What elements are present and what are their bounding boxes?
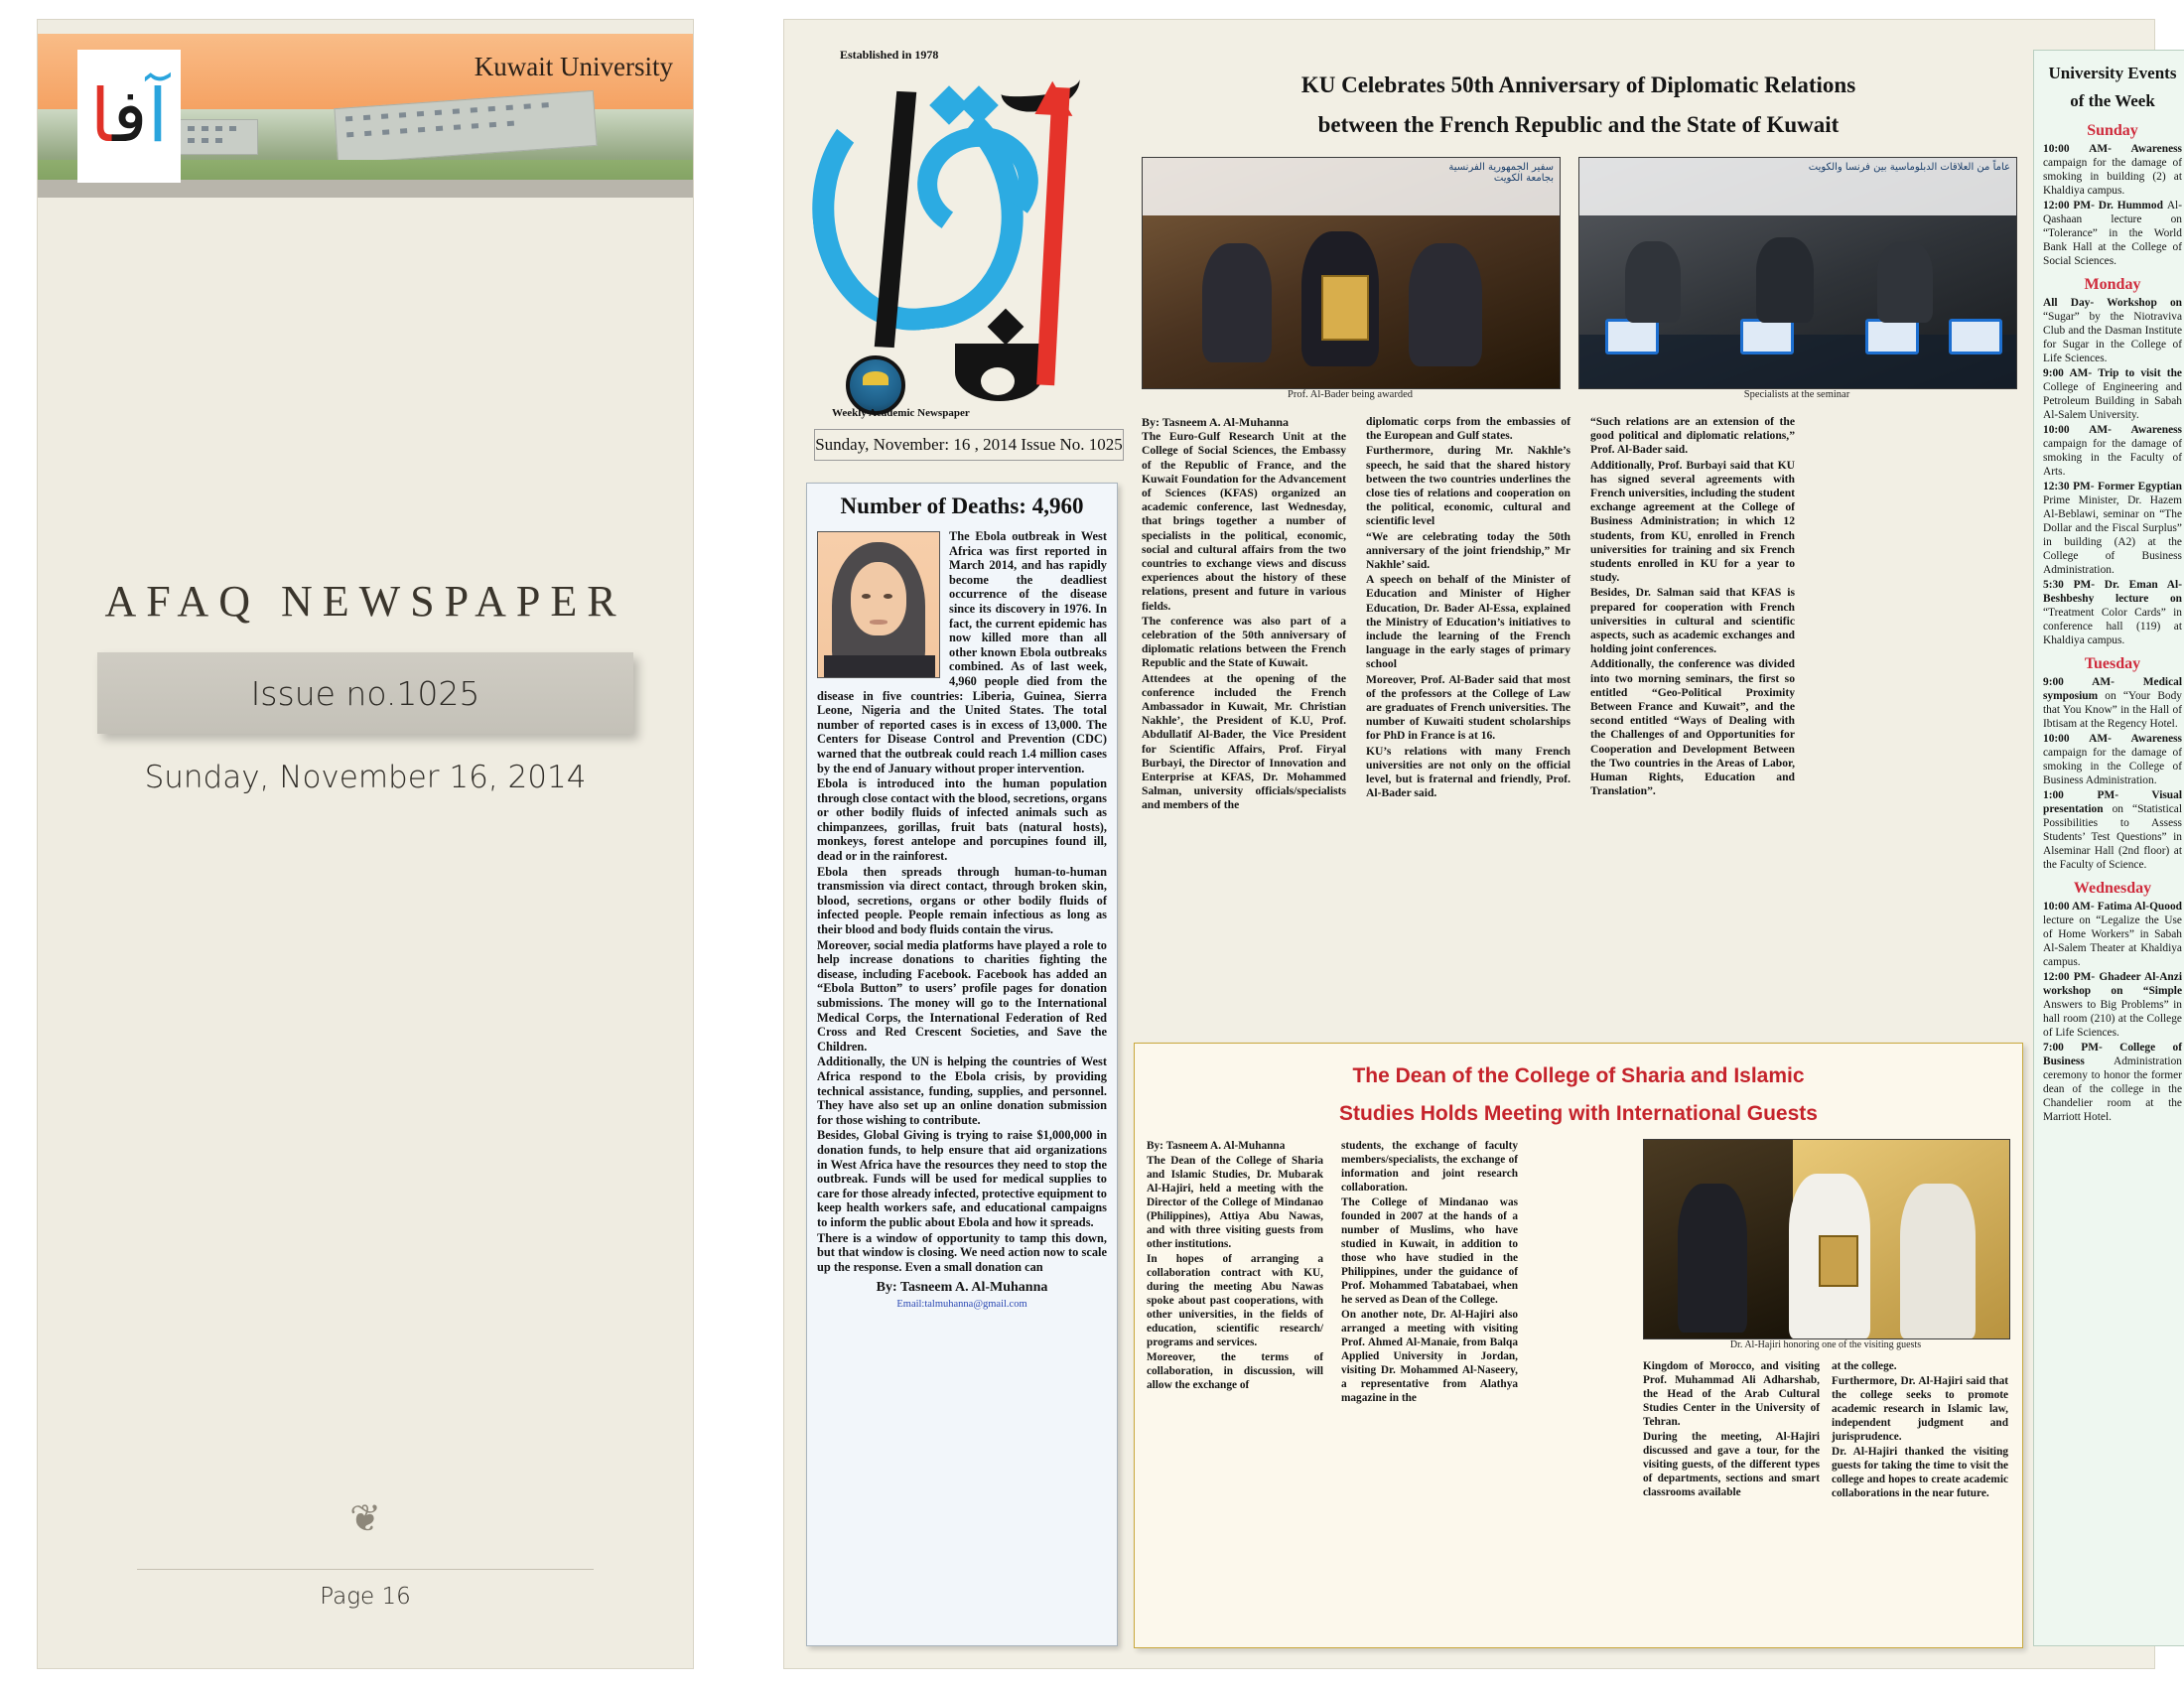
main-column-2 <box>1366 415 1570 801</box>
event-item-lead: 7:00 PM- College of Business <box>2043 1042 2182 1067</box>
portrait-shoulders <box>824 655 935 678</box>
sharia-paragraph: Kingdom of Morocco, and visiting Prof. Muhammad Ali Adharshab, the Head of the Arab Cultural Studies Center in the University of Tehran. <box>1643 1360 1820 1428</box>
event-item-lead: 5:30 PM- Dr. Eman Al-Beshbeshy lecture on <box>2043 579 2182 605</box>
main-headline-line-2: between the French Republic and the State of Kuwait <box>1317 112 1840 137</box>
main-paragraph: Additionally, the conference was divided into two morning seminars, the first so entitled “Geo-Political Proximity Between France and Kuwait”, and the second entitled “Ways of Dealing with the Challenges of and Opportunities for Cooperation and Development Between the Two countries in the Areas of Labor, Human Rights, Education and Translation”. <box>1590 657 1795 798</box>
event-item-detail: campaign for the damage of smoking in the Faculty of Arts. <box>2043 438 2182 478</box>
main-paragraph: Besides, Dr. Salman said that KFAS is prepared for cooperation with French universities in cultural and scientific aspects, such as academic exchanges and holding joint conferences. <box>1590 586 1795 656</box>
university-events-sidebar <box>2033 50 2184 1646</box>
ebola-author-email[interactable]: Email:talmuhanna@gmail.com <box>896 1298 1027 1310</box>
main-column-3 <box>1590 415 1795 799</box>
photo-laptop-two <box>1740 319 1794 354</box>
event-item-detail: Answers to Big Problems” in hall room (210) at the College of Life Sciences. <box>2043 999 2182 1039</box>
event-item <box>2043 1041 2182 1124</box>
issue-badge <box>97 652 633 734</box>
cover-banner-title: Kuwait University <box>474 52 673 81</box>
afaq-logo-mark <box>77 50 181 183</box>
event-item <box>2043 675 2182 731</box>
event-item-lead: 10:00 AM- Awareness <box>2043 143 2182 155</box>
photo-panelist-two <box>1756 237 1814 323</box>
portrait-eye-right <box>884 594 892 599</box>
afaq-red-arrow-icon <box>1036 87 1070 386</box>
main-paragraph: A speech on behalf of the Minister of Education and Minister of Higher Education, Dr. Bader Al-Essa, explained the Ministry of Education’s initiatives to include the learning of the French language in the early stages of primary school <box>1366 573 1570 671</box>
event-item <box>2043 788 2182 872</box>
event-item-detail: on “Statistical Possibilities to Assess Students’ Test Questions” in Alseminar Hall (2nd floor) at the Faculty of Science. <box>2043 803 2183 871</box>
sharia-paragraph: Moreover, the terms of collaboration, in discussion, will allow the exchange of <box>1147 1351 1323 1391</box>
event-item-detail: lecture on “Legalize the Use of Home Workers” in Sabah Al-Salem Theater at Khaldiya campus. <box>2043 914 2182 968</box>
newspaper-name: AFAQ NEWSPAPER <box>104 577 626 626</box>
sharia-paragraph: The College of Mindanao was founded in 2007 at the hands of a number of Muslims, who have studied in Kuwait, in addition to those who have studied in the Philippines, under the guidance of Prof. Mohammed Tabatabaei, when he served as Dean of the College. <box>1341 1196 1518 1306</box>
event-item-detail: Prime Minister, Dr. Hazem Al-Beblawi, seminar on “The Dollar and the Fiscal Surplus” in building (A2) at the College of Business Administration. <box>2043 494 2182 576</box>
event-item <box>2043 900 2182 969</box>
event-item-detail: College of Engineering and Petroleum Building in Sabah Al-Salem University. <box>2043 381 2182 421</box>
event-item <box>2043 423 2182 479</box>
ku-seal-icon <box>846 355 905 415</box>
masthead <box>806 34 1124 471</box>
cover-divider-rule <box>137 1569 594 1570</box>
photo-laptop-four <box>1949 319 2002 354</box>
event-item-lead: 10:00 AM- Awareness <box>2043 733 2182 745</box>
sharia-photo-caption: Dr. Al-Hajiri honoring one of the visiting guests <box>1729 1339 1922 1350</box>
ebola-paragraph: Moreover, social media platforms have played a role to help increase donations to charities fighting the disease, including Facebook. Facebook has added an “Ebola Button” to users’ profile pages for donation submissions. The money will go to the International Medical Corps, the International Federation of Red Cross and Red Crescent Societies, and Save the Children. <box>817 937 1107 1054</box>
page-number-label: Page 16 <box>320 1584 411 1610</box>
main-column-1 <box>1142 415 1346 814</box>
portrait-mouth <box>870 620 887 625</box>
sharia-column-2 <box>1341 1139 1518 1406</box>
events-title-line-1: University Events <box>2048 64 2177 82</box>
event-item-lead: All Day- Workshop on <box>2043 297 2182 309</box>
main-paragraph: Additionally, Prof. Burbayi said that KU has signed several agreements with French universities, including the student exchange agreement at the College of Business Administration; in which 12 students, from KU, enrolled in French universities for training and six French students enrolled in KU for a year to study. <box>1590 458 1795 585</box>
ebola-headline: Number of Deaths: 4,960 <box>840 493 1084 518</box>
issue-number-label: Issue no.1025 <box>250 673 480 713</box>
photo-award-ceremony <box>1142 157 1561 389</box>
afaq-black-fa <box>955 344 1044 401</box>
photo-person-right <box>1409 243 1482 366</box>
afaq-arabic-glyph: آفا <box>89 73 169 159</box>
main-byline: By: Tasneem A. Al-Muhanna <box>1142 415 1290 429</box>
photo-dean-honoring-guest <box>1643 1139 2010 1339</box>
event-item <box>2043 480 2182 577</box>
event-item-detail: campaign for the damage of smoking in building (2) at Khaldiya campus. <box>2043 157 2182 197</box>
afaq-black-dot <box>988 309 1024 346</box>
masthead-tagline: Weekly Academic Newspaper <box>832 407 970 419</box>
event-item-detail: “Sugar” by the Niotraviva Club and the Dasman Institute for Sugar in the College of Life Sciences. <box>2043 311 2182 364</box>
main-paragraph: The Euro-Gulf Research Unit at the College of Social Sciences, the Embassy of the Republic of France, and the Kuwait Foundation for the Advancement of Sciences (KFAS) organized an academic conference, last Wednesday, that brings together a number of specialists in the political, economic, social and cultural affairs from the two countries to exchange views and discuss experiences about the history of these relations, present and future in various fields. <box>1142 430 1346 613</box>
portrait-eye-left <box>862 594 871 599</box>
events-day-heading: Sunday <box>2087 122 2138 139</box>
sharia-paragraph: In hopes of arranging a collaboration contract with KU, during the meeting Abu Nawas spoke about past cooperations, with other universities, in the fields of education, scientific research/ programs and services. <box>1147 1253 1323 1348</box>
sharia-headline <box>1147 1057 2010 1133</box>
cover-date-label: Sunday, November 16, 2014 <box>144 760 587 795</box>
cover-identity-block <box>38 576 693 795</box>
sharia-column-1 <box>1147 1139 1323 1393</box>
ebola-paragraph: Ebola then spreads through human-to-human transmission via direct contact, through broken skin, blood, secretions, organs or other bodily fluids of infected people. People remain infectious as long as their blood and body fluids contain the virus. <box>817 864 1107 937</box>
photo-panelist-one <box>1625 241 1681 323</box>
sharia-paragraph: On another note, Dr. Al-Hajiri also arranged a meeting with visiting Prof. Ahmed Al-Manaie, from Balqa Applied University in Jordan, visiting Dr. Mohammed Al-Naseery, a representative from Alathya magazine in the <box>1341 1309 1518 1404</box>
main-paragraph: Attendees at the opening of the conference included the French Ambassador in Kuwait, Mr. Christian Nakhle’, the President of K.U, Prof. Abdullatif Al-Bader, the Vice President for Scientific Affairs, Prof. Firyal Burbayi, the Director of Innovation and Enterprise at KFAS, Dr. Mohammed Salman, university officials/specialists and members of the <box>1142 671 1346 812</box>
photo-award-caption: Prof. Al-Bader being awarded <box>1288 389 1413 400</box>
sharia-paragraph: Dr. Al-Hajiri thanked the visiting guests for taking the time to visit the college and hopes to create academic collaborations in the near future. <box>1832 1446 2008 1499</box>
sharia-paragraph: Furthermore, Dr. Al-Hajiri said that the college seeks to promote academic research in Islamic law, independent judgment and jurisprudence. <box>1832 1375 2008 1443</box>
event-item-lead: 9:00 AM- Trip to visit the <box>2043 367 2182 379</box>
event-item-lead: 10:00 AM- Fatima Al-Quood <box>2043 901 2182 913</box>
events-day-heading: Monday <box>2084 276 2141 293</box>
photo-guest-right <box>1900 1184 1976 1338</box>
events-list <box>2043 122 2182 1124</box>
sharia-paragraph: students, the exchange of faculty members/specialists, the exchange of information and joint research collaboration. <box>1341 1140 1518 1194</box>
sharia-byline: By: Tasneem A. Al-Muhanna <box>1147 1140 1286 1152</box>
ebola-paragraph: Ebola is introduced into the human population through close contact with the blood, secretions, organs or other bodily fluids of infected animals such as chimpanzees, gorillas, fruit bats (natural hosts), monkeys, forest antelope and porcupines found ill, dead or in the rainforest. <box>817 776 1107 864</box>
event-item-detail: campaign for the damage of smoking in the College of Business Administration. <box>2043 747 2182 786</box>
sharia-paragraph: at the college. <box>1832 1360 1897 1372</box>
event-item-detail: “Treatment Color Cards” in conference hall (119) at Khaldiya campus. <box>2043 607 2182 646</box>
event-item <box>2043 970 2182 1040</box>
ebola-article <box>806 483 1118 1646</box>
event-item <box>2043 142 2182 198</box>
main-paragraph: diplomatic corps from the embassies of the European and Gulf states. <box>1366 415 1570 443</box>
main-headline-line-1: KU Celebrates 50th Anniversary of Diplomatic Relations <box>1300 72 1856 97</box>
ebola-paragraph: Besides, Global Giving is trying to raise $1,000,000 in donation funds, to help ensure that aid organizations in West Africa have the resources they need to stop the outbreak. Funds will be used for medical supplies to care for those already infected, protective equipment to keep health workers safe, and educational campaigns to inform the public about Ebola and how it spreads. <box>817 1128 1107 1229</box>
event-item <box>2043 578 2182 647</box>
photo-guest-left <box>1678 1184 1747 1333</box>
ebola-paragraph: There is a window of opportunity to tamp this down, but that window is closing. We need action now to scale up the response. Even a small donation can <box>817 1230 1107 1274</box>
event-item-detail: Administration ceremony to honor the former dean of the college in the Chandelier room at the Marriott Hotel. <box>2043 1055 2182 1123</box>
established-label: Established in 1978 <box>840 48 939 62</box>
photo-laptop-three <box>1865 319 1919 354</box>
photo-honor-shield <box>1819 1235 1858 1287</box>
main-paragraph: Furthermore, during Mr. Nakhle’s speech, he said that the shared history between the two countries underlines the close ties of relations and cooperation on the political, economic, cultural and scientific level <box>1366 444 1570 528</box>
event-item-detail: on “Your Body that You Know” in the Hall of Ibtisam at the Regency Hotel. <box>2043 690 2182 730</box>
main-paragraph: Moreover, Prof. Al-Bader said that most of the professors at the College of Law are graduates of French universities. The number of Kuwaiti student scholarships for PhD in France is at 16. <box>1366 672 1570 743</box>
ornament-divider-icon: ❦ <box>349 1496 381 1540</box>
event-item <box>2043 199 2182 268</box>
sharia-article <box>1134 1043 2023 1648</box>
sharia-paragraph: The Dean of the College of Sharia and Islamic Studies, Dr. Mubarak Al-Hajiri, held a meeting with the Director of the College of Mindanao (Philippines), Attiya Abu Nawas, and with three visiting guests from other institutions. <box>1147 1155 1323 1250</box>
photo-laptop-one <box>1605 319 1659 354</box>
event-item <box>2043 366 2182 422</box>
back-cover-page <box>38 20 693 1668</box>
photo-panelist-three <box>1877 241 1933 323</box>
sharia-headline-line-2: Studies Holds Meeting with International Guests <box>1339 1102 1818 1125</box>
sharia-column-4 <box>1832 1359 2008 1501</box>
sharia-paragraph: During the meeting, Al-Hajiri discussed and gave a tour, for the visiting guests, of the different types of departments, sections and smart classrooms available <box>1643 1431 1820 1498</box>
event-item-lead: 12:00 PM- Ghadeer Al-Anzi workshop on “Simple <box>2043 971 2182 997</box>
event-item <box>2043 296 2182 365</box>
ebola-paragraph: Additionally, the UN is helping the countries of West Africa respond to the Ebola crisis, by providing technical assistance, funding, supplies, and personnel. They have also set up an online donation submission for those wishing to contribute. <box>817 1055 1107 1127</box>
event-item <box>2043 732 2182 787</box>
events-day-heading: Wednesday <box>2073 880 2152 897</box>
ebola-byline: By: Tasneem A. Al-Muhanna <box>876 1280 1048 1296</box>
cover-banner <box>38 34 693 198</box>
sharia-headline-line-1: The Dean of the College of Sharia and Islamic <box>1352 1064 1805 1087</box>
event-item-lead: 12:30 PM- Former Egyptian <box>2043 481 2182 492</box>
main-paragraph: “Such relations are an extension of the good political and diplomatic relations,” Prof. Al-Bader said. <box>1590 415 1795 457</box>
events-day-heading: Tuesday <box>2084 655 2141 672</box>
photo-seminar-caption: Specialists at the seminar <box>1743 389 1850 400</box>
event-item-lead: 9:00 AM- Medical symposium <box>2043 676 2182 702</box>
reporter-portrait <box>817 531 940 678</box>
events-title-line-2: of the Week <box>2070 91 2155 110</box>
event-item-detail: Al-Qashaan lecture on “Tolerance” in the World Bank Hall at the College of Social Sciences. <box>2043 200 2182 267</box>
photo-arabic-overlay: عاماً من العلاقات الدبلوماسية بين فرنسا والكويت <box>1579 158 2016 215</box>
main-headline <box>1142 66 2015 145</box>
photo-person-left <box>1202 243 1272 362</box>
photo-seminar-panel <box>1578 157 2017 389</box>
main-paragraph: “We are celebrating today the 50th anniversary of the joint friendship,” Mr Nakhle’ said. <box>1366 529 1570 572</box>
photo-award-plaque <box>1321 275 1369 341</box>
sharia-column-3 <box>1643 1359 1820 1500</box>
ebola-paragraph: The Ebola outbreak in West Africa was first reported in March 2014, and has rapidly become the deadliest occurrence of the disease since its discovery in 1976. In fact, the current epidemic has now killed more than all other known Ebola outbreaks combined. As of last week, 4,960 people died from the disease in five countries: Liberia, Guinea, Sierra Leone, Nigeria and the United States. The total number of reported cases is in excess of 13,000. The Centers for Disease Control and Prevention (CDC) warned that the outbreak could reach 1.4 million cases by the end of January without proper intervention. <box>817 529 1107 775</box>
main-photo-row <box>1142 157 2015 405</box>
masthead-dateline: Sunday, November: 16 , 2014 Issue No. 1025 <box>814 429 1124 461</box>
main-story-columns <box>1142 415 2019 1011</box>
event-item-lead: 12:00 PM- Dr. Hummod <box>2043 200 2167 211</box>
event-item-lead: 10:00 AM- Awareness <box>2043 424 2182 436</box>
event-item-lead: 1:00 PM- Visual presentation <box>2043 789 2182 815</box>
front-page <box>784 20 2183 1668</box>
afaq-masthead-logo-icon <box>806 58 1124 385</box>
photo-arabic-overlay: سفير الجمهورية الفرنسية بجامعة الكويت <box>1143 158 1560 215</box>
main-paragraph: KU’s relations with many French universities are not only on the official level, but is fraternal and friendly, Prof. Al-Bader said. <box>1366 744 1570 800</box>
main-paragraph: The conference was also part of a celebration of the 50th anniversary of diplomatic relations between the French Republic and the State of Kuwait. <box>1142 614 1346 670</box>
